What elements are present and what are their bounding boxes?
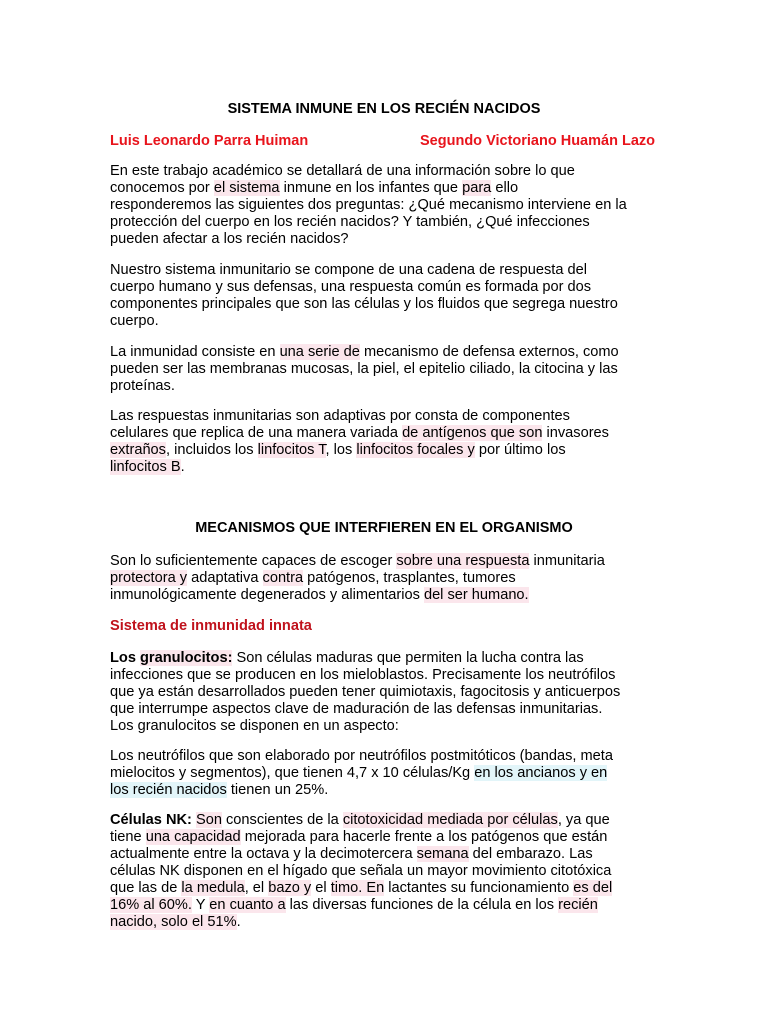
highlighted-text: de antígenos que son: [402, 425, 543, 441]
highlighted-text: del ser humano.: [423, 587, 529, 603]
text-line: [110, 553, 662, 570]
text-run: .: [180, 459, 185, 475]
text-line: [110, 667, 662, 684]
text-run: Son lo suficientemente capaces de escoger: [110, 553, 397, 569]
paragraph-granulocytes: [110, 650, 662, 735]
text-line: [110, 587, 662, 604]
text-run: Las respuestas inmunitarias son adaptivas por consta de componentes: [110, 408, 570, 424]
text-line: [110, 829, 662, 846]
text-run: que las de: [110, 880, 182, 896]
text-run: , los: [325, 442, 357, 458]
text-run: las diversas funciones de la célula en los: [285, 897, 559, 913]
text-run: actualmente entre la octava y la decimotercera: [110, 846, 417, 862]
author-1: Luis Leonardo Parra Huiman: [110, 133, 309, 149]
text-line: [110, 880, 662, 897]
text-run: , incluidos los: [165, 442, 258, 458]
text-line: [110, 914, 662, 931]
text-line: [110, 408, 662, 425]
text-run: , el: [244, 880, 269, 896]
text-run: ello: [491, 180, 519, 196]
text-run: , ya que: [557, 812, 610, 828]
paragraph-intro: [110, 163, 662, 248]
text-run: conocemos por: [110, 180, 214, 196]
text-line: [110, 459, 662, 476]
text-run: pueden afectar a los recién nacidos?: [110, 231, 349, 247]
highlighted-text: nacido, solo el 51%: [110, 914, 237, 930]
highlighted-text: contra: [262, 570, 304, 586]
text-run: que ya están desarrollados pueden tener quimiotaxis, fagocitosis y anticuerpos: [110, 684, 621, 700]
text-run: que interrumpe aspectos clave de maduración de las defensas inmunitarias.: [110, 701, 603, 717]
text-run: mielocitos y segmentos), que tienen 4,7 x 10 células/Kg: [110, 765, 475, 781]
text-run: tienen un 25%.: [226, 782, 329, 798]
text-line: [110, 782, 662, 799]
highlighted-text: semana: [416, 846, 469, 862]
text-line: [110, 650, 662, 667]
text-line: [110, 765, 662, 782]
highlighted-text: en cuanto a: [209, 897, 286, 913]
text-line: [110, 262, 662, 279]
highlighted-text: extraños: [110, 442, 166, 458]
text-run: el: [311, 880, 331, 896]
highlighted-text: en los ancianos y en: [474, 765, 608, 781]
author-2: Segundo Victoriano Huamán Lazo: [420, 133, 655, 149]
highlighted-text: Son: [195, 812, 222, 828]
text-line: [110, 718, 662, 735]
text-run: Son células maduras que permiten la lucha contra las: [232, 650, 584, 666]
highlighted-text: la medula: [181, 880, 245, 896]
text-run: responderemos las siguientes dos preguntas: ¿Qué mecanismo interviene en la: [110, 197, 627, 213]
text-line: [110, 570, 662, 587]
text-run: En este trabajo académico se detallará de una información sobre lo que: [110, 163, 575, 179]
text-line: [110, 684, 662, 701]
paragraph-immune-responses: [110, 408, 662, 476]
text-run: pueden ser las membranas mucosas, la piel, el epitelio ciliado, la citocina y las: [110, 361, 618, 377]
text-run: adaptativa: [187, 570, 263, 586]
highlighted-text: bazo y: [268, 880, 312, 896]
subheading-innate-immunity: Sistema de inmunidad innata: [110, 618, 312, 634]
text-run: células NK disponen en el hígado que señala un mayor movimiento citotóxica: [110, 863, 612, 879]
highlighted-text: es del: [573, 880, 613, 896]
highlighted-text: una serie de: [279, 344, 360, 360]
text-line: [110, 313, 662, 330]
text-run: celulares que replica de una manera variada: [110, 425, 403, 441]
text-run: del embarazo. Las: [468, 846, 593, 862]
text-run: por último los: [474, 442, 566, 458]
text-run: inmunológicamente degenerados y alimentarios: [110, 587, 424, 603]
text-run: mecanismo de defensa externos, como: [359, 344, 619, 360]
document-title: SISTEMA INMUNE EN LOS RECIÉN NACIDOS: [227, 101, 541, 117]
text-run: Los: [110, 650, 140, 666]
text-run: lactantes su funcionamiento: [384, 880, 574, 896]
highlighted-text: para: [462, 180, 492, 196]
text-run: Los granulocitos se disponen en un aspecto:: [110, 718, 399, 734]
text-line: [110, 748, 662, 765]
text-run: inmunitaria: [529, 553, 605, 569]
text-line: [110, 897, 662, 914]
text-run: Nuestro sistema inmunitario se compone de una cadena de respuesta del: [110, 262, 588, 278]
text-line: [110, 812, 662, 829]
highlighted-text: timo. En: [330, 880, 385, 896]
highlighted-text: una capacidad: [145, 829, 241, 845]
text-line: [110, 214, 662, 231]
section-title: MECANISMOS QUE INTERFIEREN EN EL ORGANISMO: [195, 520, 573, 536]
text-line: [110, 344, 662, 361]
text-run: .: [236, 914, 241, 930]
text-line: [110, 701, 662, 718]
text-run: tiene: [110, 829, 146, 845]
text-run: patógenos, trasplantes, tumores: [303, 570, 516, 586]
text-run: protección del cuerpo en los recién nacidos? Y también, ¿Qué infecciones: [110, 214, 590, 230]
text-line: [110, 361, 662, 378]
highlighted-text: protectora y: [110, 570, 188, 586]
text-run: proteínas.: [110, 378, 175, 394]
text-run: cuerpo.: [110, 313, 159, 329]
text-run: inmune en los infantes que: [279, 180, 463, 196]
highlighted-text: linfocitos B: [110, 459, 181, 475]
highlighted-text: el sistema: [213, 180, 280, 196]
paragraph-nk-cells: [110, 812, 662, 931]
text-line: [110, 846, 662, 863]
text-line: [110, 425, 662, 442]
highlighted-text: linfocitos T: [257, 442, 326, 458]
text-line: [110, 180, 662, 197]
text-run: mejorada para hacerle frente a los patógenos que están: [240, 829, 608, 845]
text-line: [110, 197, 662, 214]
text-run: componentes principales que son las células y los fluidos que segrega nuestro: [110, 296, 618, 312]
text-run: invasores: [542, 425, 609, 441]
text-line: [110, 378, 662, 395]
paragraph-neutrophils: [110, 748, 662, 799]
highlighted-text: sobre una respuesta: [396, 553, 530, 569]
paragraph-immunity: [110, 344, 662, 395]
highlighted-text: granulocitos:: [140, 650, 233, 666]
text-line: [110, 163, 662, 180]
text-line: [110, 296, 662, 313]
paragraph-immune-system: [110, 262, 662, 330]
text-run: La inmunidad consiste en: [110, 344, 280, 360]
highlighted-text: 16% al 60%.: [110, 897, 192, 913]
text-run: Y: [191, 897, 210, 913]
highlighted-text: los recién nacidos: [110, 782, 227, 798]
text-line: [110, 279, 662, 296]
text-line: [110, 231, 662, 248]
text-run: infecciones que se producen en los mieloblastos. Precisamente los neutrófilos: [110, 667, 616, 683]
highlighted-text: recién: [558, 897, 598, 913]
text-run: conscientes de la: [221, 812, 343, 828]
highlighted-text: linfocitos focales y: [356, 442, 475, 458]
highlighted-text: citotoxicidad mediada por células: [342, 812, 558, 828]
text-line: [110, 442, 662, 459]
paragraph-mechanisms: [110, 553, 662, 604]
text-run: Células NK:: [110, 812, 192, 828]
authors-line: [110, 133, 655, 150]
text-run: cuerpo humano y sus defensas, una respuesta común es formada por dos: [110, 279, 592, 295]
text-run: Los neutrófilos que son elaborado por neutrófilos postmitóticos (bandas, meta: [110, 748, 613, 764]
text-line: [110, 863, 662, 880]
